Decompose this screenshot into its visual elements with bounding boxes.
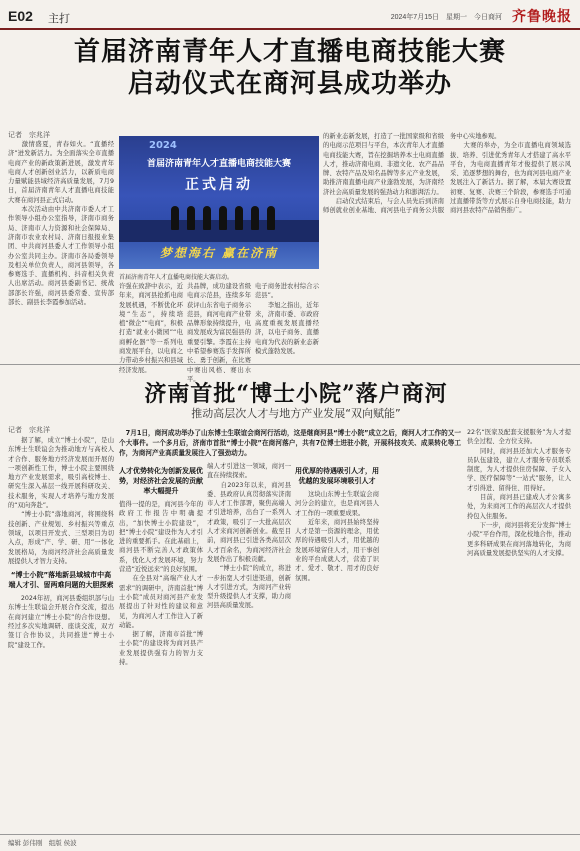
footer-divider [0, 834, 580, 835]
editor-credits: 编辑 彭伟刚 组版 侯波 [8, 840, 77, 847]
article2-column-3: 端人才引进这一领域，商河一直在持续探索。 自2023年以来，商河县委、县政府认真贯彻落实济南市人才工作部署，聚焦高端人才引进培养，出台了一系列人才政策，吸引了一大批高层次人才来商河创新创业。截至目前，商河县已引进各类高层次人才百余名，为商河经济社会发展作出了积极贡献。 “博士小院”的成立，将进一步拓宽人才引进渠道，创新人才引进方式，为商河产业转型升级提供人才支撑，助力商河县高质量发展。 [207, 463, 291, 610]
article1-headline [0, 36, 580, 100]
article2-byline: 记者 宗兆洋 [8, 427, 50, 434]
section-divider [0, 364, 580, 365]
article2-col4-text: 这块山东博士生联谊会商河分会的建立，也是商河县人才工作的一项重要成果。 近年来，商河县始终坚持人才是第一资源的理念，用优厚的待遇吸引人才，用优越的发展环境留住人才，用干事创业的平台成就人才，营造了识才、爱才、敬才、用才的良好氛围。 [295, 491, 379, 582]
article1-headline-line2: 启动仪式在商河县成功举办 [127, 69, 452, 99]
photo-slogan: 梦想海右 赢在济南 [159, 246, 279, 260]
article2-subheadline: 推动高层次人才与地方产业发展“双向赋能” [191, 407, 401, 420]
article1-byline: 记者 宗兆洋 [8, 132, 50, 139]
article2-column-5: 22名“医家及配套支援服务”为人才提供全过程、全方位支持。 同时，商河县还加大人才服务专员队伍建设，建立人才服务专员联系制度，为人才提供住房保障、子女入学、医疗保障等“一站式”服务，让人才引得进、留得住、用得好。 目前，商河县已建成人才公寓多处，为来商河工作的高层次人才提供拎包入住服务。 下一步，商河县将充分发挥“博士小院”平台作用，深化校地合作，推动更多科研成果在商河落地转化，为商河高质量发展提供坚实的人才支撑。 [467, 429, 572, 557]
photo-event-title: 首届济南青年人才直播电商技能大赛 [146, 159, 291, 169]
article2-headline: 济南首批“博士小院”落户商河 [144, 381, 448, 407]
newspaper-logo: 齐鲁晚报 [512, 9, 572, 25]
article2-col2-text: 值得一提的是，商河县今年的政府工作报告中明确提出，“加快博士小院建设”，把“博士小院”建设作为人才引进的重要抓手。在此基础上，商河县不断完善人才政策体系，优化人才发展环境，努力营造“近悦远来”的良好氛围。 在全县对“高端产业人才需求”的调研中，济南首批“博士小院”成员对商河县产业发展提出了针对性的建议和意见，为商河人才工作注入了新动能。 据了解，济南市首批“博士小院”的建设将为商河县产业发展提供强有力的智力支持。 [119, 501, 203, 667]
article2-column-4 [295, 462, 379, 832]
article1-column-4: 电子商务进农村综合示范县”。 李旭之指出，近年来，济南市委、市政府高度重视发展直播经济，以电子商务、直播电商为代表的新业态新模式蓬勃发展。 [255, 283, 319, 356]
page-number: E02 [8, 8, 33, 24]
article2-subhead-3: 用优厚的待遇吸引人才，用优越的发展环境吸引人才 [295, 467, 379, 485]
article2-lead: 7月1日，商河成功举办了山东博士生联谊会商河行活动，这是继商河县“博士小院”成立之后，商河人才工作的又一个大事件。一个多月后，济南市首批“博士小院”在商河落户，共有7位博士进驻小院，开展科技攻关、成果转化等工作，为商河产业高质量发展注入了强劲动力。 [119, 429, 461, 457]
photo-person [235, 206, 243, 230]
event-photo [119, 136, 319, 269]
article2-subhead-2: 人才优势转化为创新发展优势，对经济社会发展的贡献率大幅提升 [119, 467, 203, 495]
article1-column-2: 许强在致辞中表示，近年来，商河县抢抓电商发展机遇，不断优化环境“生态”，持续培植“微企”“电商”，积极打造“就业小微园”“电商孵化器”等一系列电商发展平台，以电商之力带动乡村振兴和县域经济发展。 [119, 283, 183, 374]
page-header [0, 0, 580, 30]
photo-caption: 首届济南青年人才直播电商技能大赛启动。 [119, 275, 234, 281]
photo-person [171, 206, 179, 230]
photo-banner: 正式启动 [185, 177, 253, 193]
article2-col1-text: 据了解，成立“博士小院”，是山东博士生联谊会为推动地方与高校人才合作、服务地方经济发展而开展的一项创新性工作，博士小院主要围绕地方产业发展需求，吸引高校博士、研究生深入基层一线开展科研攻关、技术服务，实现人才培养与地方发展的“双向奔赴”。 “博士小院”落地商河，将围绕科技创新、产业规划、乡村振兴等重点领域，以项目开发式、三型项目为切入点，形成“产、学、研、用”一体化发展格局，为商河经济社会高质量发展提供人才智力支持。 [8, 437, 114, 565]
section-name: 主打 [48, 13, 70, 25]
article1-headline-line1: 首届济南青年人才直播电商技能大赛 [73, 37, 506, 67]
photo-person [267, 206, 275, 230]
article2-column-1 [8, 436, 114, 832]
article2-col1b-text: 2024年初，商河县委组织部与山东博士生联谊会开展合作交流，提出在商河建立“博士小院”的合作设想。经过多次实地调研、座谈交流，双方签订合作协议，共同推进“博士小院”建设工作。 [8, 595, 114, 649]
photo-person [203, 206, 211, 230]
photo-year: 2024 [149, 140, 177, 151]
article1-column-3: 共品牌，成功建设省级电商示范县，连续多年获评山东省电子商务示范县，商河电商产业带品牌形象持续提升，电商发展成为富民强县的重要引擎。李霞在主持中希望参赛选手发挥所长、勇于创新，在比赛中赛出风格、赛出水平。 [187, 283, 251, 383]
article1-column-1: 激情盛夏，青春如火。“直播经济”迸发新活力。为全面落实全市直播电商产业的新政策新进展，激发青年电商人才创新创业活力，以新质电商力量赋能县域经济高质量发展，7月9日，首届济南青年人才直播电商技能大赛在商河县正式启动。 本次活动由中共济南市委人才工作领导小组办公室指导，济南市商务局、济南市人力资源和社会保障局、济南市农业农村局、济南日报报业集团、中共商河县委人才工作领导小组办公室共同主办。济南市各局委领导及相关单位负责人，商河县领导，各参赛选手、直播机构、抖音相关负责人出席活动。商河县委副书记、统战部部长许强，商河县委常委、宣传部部长、副县长李霞参加活动。 [8, 141, 114, 307]
article1-column-5: 的新业态新发展，打造了一批国家级和省级的电商示范项目与平台，本次青年人才直播电商技能大赛，旨在挖掘培养本土电商直播人才，推动济南电商、非遗文化、农产品品牌、农特产品及知名品牌等多元产业发展，助推济南直播电商产业蓬勃发展，为济南经济社会高质量发展的强劲动力和澎湃活力。 启动仪式结束后，与会人员先后到济南师创就业创业基地、商河县电子商务公共服务中心实地参观。 大赛的举办，为全市直播电商领域选拔、培养、引进优秀青年人才搭建了高水平平台，为电商直播青年才俊提供了展示风采、追逐梦想的舞台，也为商河县电商产业发展注入了新活力。据了解，本届大赛设置初赛、复赛、决赛三个阶段，参赛选手可通过直播带货等方式展示自身电商技能，助力商河县农特产品销售推广。 [323, 133, 571, 215]
photo-person [251, 206, 259, 230]
photo-person [219, 206, 227, 230]
photo-person [187, 206, 195, 230]
article2-column-2 [119, 462, 203, 832]
article2-subhead-1: “博士小院”落地新县域城市中高端人才引、留两难问题的大胆探索 [8, 571, 114, 590]
issue-date: 2024年7月15日 星期一 今日商河 [390, 14, 502, 21]
